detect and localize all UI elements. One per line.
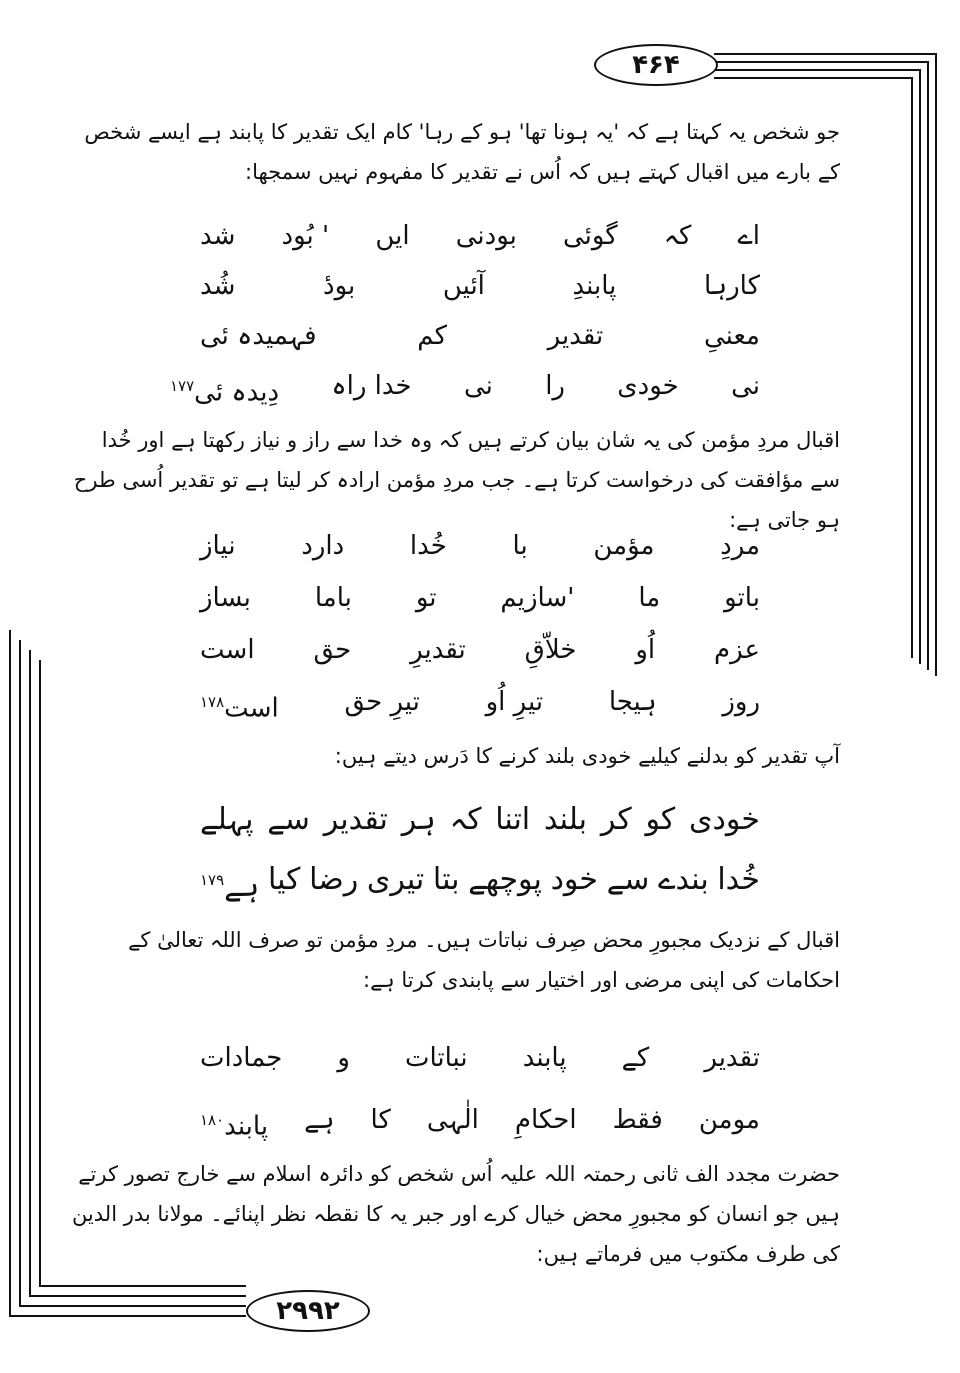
verse-line-9: خودی کو کر بلند اتنا کہ ہر تقدیر سے پہلے: [200, 802, 760, 837]
verse-line-11: تقدیر کے پابند نباتات و جمادات: [200, 1043, 760, 1073]
footnote-177: ۱۷۷: [170, 377, 195, 395]
page-number-bottom: ۲۹۹۲: [246, 1290, 370, 1332]
footnote-178: ۱۷۸: [200, 693, 225, 711]
verse-line-5: مردِ مؤمن با خُدا دارد نیاز: [200, 531, 760, 561]
paragraph-1: جو شخص یہ کہتا ہے کہ 'یہ ہونا تھا' ہو کے رہا' کام ایک تقدیر کا پابند ہے ایسے شخص کے بارے میں اقبال کہتے ہیں کہ اُس نے تقدیر کا مفہوم نہیں سمجھا:: [84, 120, 840, 184]
footnote-179: ۱۷۹: [200, 871, 225, 889]
verse-line-10: خُدا بندے سے خود پوچھے بتا تیری رضا کیا ہے$^{۱۷۹}$: [200, 862, 760, 904]
paragraph-5: حضرت مجدد الف ثانی رحمتہ اللہ علیہ اُس شخص کو دائرہ اسلام سے خارج تصور کرتے ہیں جو انسان کو مجبورِ محض خیال کرے اور جبر یہ کا نقطہ نظر اپنائے۔ مولانا بدر الدین کی طرف مکتوب میں فرماتے ہیں:: [71, 1162, 840, 1266]
verse-line-3: معنیِ تقدیر کم فہمیدہ ئی: [200, 321, 760, 351]
verse-line-12: مومن فقط احکامِ الٰہی کا ہے پابند$^{۱۸۰}$: [200, 1105, 760, 1142]
verse-line-2: کارہا پابندِ آئیں بودٔ شُد: [200, 271, 760, 301]
verse-line-1: اے کہ گوئی بودنی ایں بُود ' شد: [200, 221, 760, 251]
paragraph-4: اقبال کے نزدیک مجبورِ محض صِرف نباتات ہیں۔ مردِ مؤمن تو صرف اللہ تعالیٰ کے احکامات کی اپنی مرضی اور اختیار سے پابندی کرتا ہے:: [128, 928, 840, 992]
verse-line-7: عزم اُو خلاّقِ تقدیرِ حق است: [200, 635, 760, 665]
page-number-top: ۴۶۴: [594, 44, 718, 86]
paragraph-2: اقبال مردِ مؤمن کی یہ شان بیان کرتے ہیں کہ وہ خدا سے راز و نیاز رکھتا ہے اور خُدا سے مؤافقت کی درخواست کرتا ہے۔ جب مردِ مؤمن ارادہ کر لیتا ہے تو تقدیر اُسی طرح ہو جاتی ہے:: [73, 428, 840, 532]
footnote-180: ۱۸۰: [200, 1111, 225, 1129]
verse-line-6: باتو ما سازیم' تو باما بساز: [200, 583, 760, 613]
paragraph-3: آپ تقدیر کو بدلنے کیلیے خودی بلند کرنے کا دَرس دیتے ہیں:: [334, 744, 840, 768]
verse-line-8: روز ہیجا تیرِ اُو تیرِ حق است$^{۱۷۸}$: [200, 687, 760, 724]
verse-line-4: نی خودی را نی خدا راہ دِیدہ ئی$^{۱۷۷}$: [170, 371, 760, 408]
